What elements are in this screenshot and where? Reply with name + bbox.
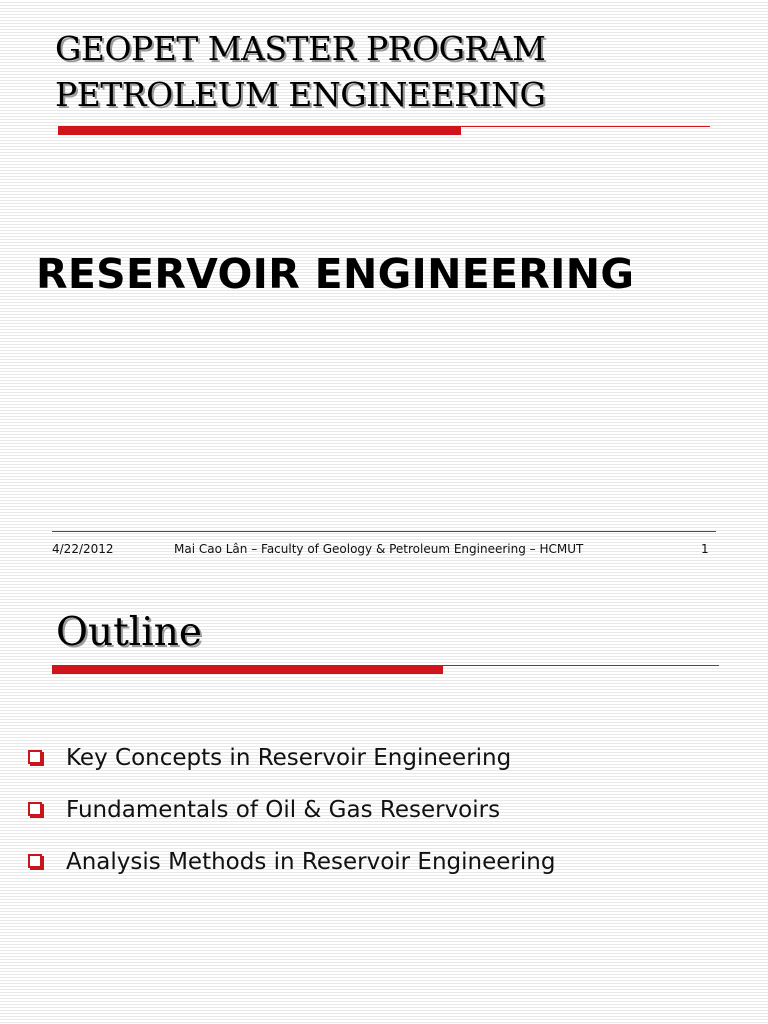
footer-divider (52, 531, 716, 532)
title-divider-thick (58, 126, 461, 135)
program-title (55, 26, 545, 118)
list-item (28, 738, 555, 790)
outline-title: Outline (56, 610, 202, 655)
footer-author: Mai Cao Lân – Faculty of Geology & Petroleum Engineering – HCMUT (174, 542, 584, 556)
square-bullet-icon (28, 802, 42, 816)
list-item-text: Analysis Methods in Reservoir Engineering (66, 849, 556, 875)
list-item (28, 842, 555, 894)
program-title-line-1: GEOPET MASTER PROGRAM (55, 29, 546, 68)
list-item-text: Fundamentals of Oil & Gas Reservoirs (66, 797, 501, 823)
program-title-line-2: PETROLEUM ENGINEERING (55, 75, 546, 114)
outline-divider-thin (443, 665, 719, 666)
title-divider-thin (461, 126, 710, 127)
footer-date: 4/22/2012 (52, 542, 114, 556)
list-item (28, 790, 555, 842)
outline-list (28, 738, 555, 894)
outline-divider-thick (52, 665, 443, 674)
list-item-text: Key Concepts in Reservoir Engineering (66, 745, 512, 771)
square-bullet-icon (28, 750, 42, 764)
square-bullet-icon (28, 854, 42, 868)
main-title: RESERVOIR ENGINEERING (36, 250, 635, 298)
outline-slide (0, 568, 768, 1024)
footer-page-number: 1 (701, 542, 709, 556)
